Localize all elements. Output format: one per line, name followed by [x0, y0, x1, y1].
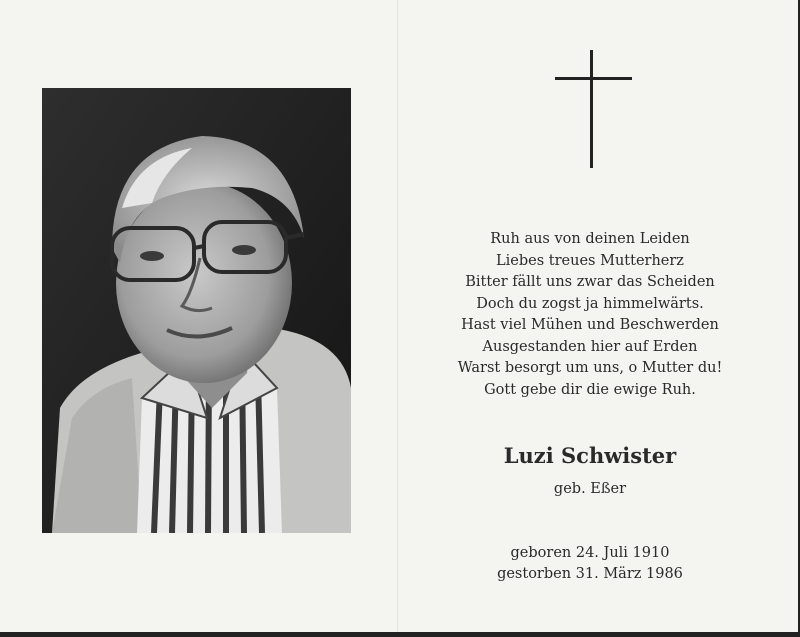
maiden-name: geb. Eßer	[553, 481, 627, 497]
birth-date: geboren 24. Juli 1910	[510, 545, 670, 561]
verse-line: Bitter fällt uns zwar das Scheiden	[465, 274, 715, 290]
card-fold	[397, 0, 398, 632]
death-date: gestorben 31. März 1986	[497, 566, 683, 582]
portrait-photo	[42, 88, 351, 533]
verse-line: Doch du zogst ja himmelwärts.	[476, 295, 704, 312]
deceased-name: Luzi Schwister	[503, 443, 677, 468]
verse-line: Warst besorgt um uns, o Mutter du!	[457, 360, 723, 376]
verse-line: Hast viel Mühen und Beschwerden	[461, 317, 719, 333]
cross-icon	[555, 50, 632, 168]
verse-line: Liebes treues Mutterherz	[496, 252, 684, 269]
verse-line: Ruh aus von deinen Leiden	[490, 231, 690, 247]
verse-line: Ausgestanden hier auf Erden	[482, 338, 698, 355]
life-dates	[430, 543, 750, 585]
memorial-verse	[430, 229, 750, 401]
verse-line: Gott gebe dir die ewige Ruh.	[484, 381, 696, 398]
